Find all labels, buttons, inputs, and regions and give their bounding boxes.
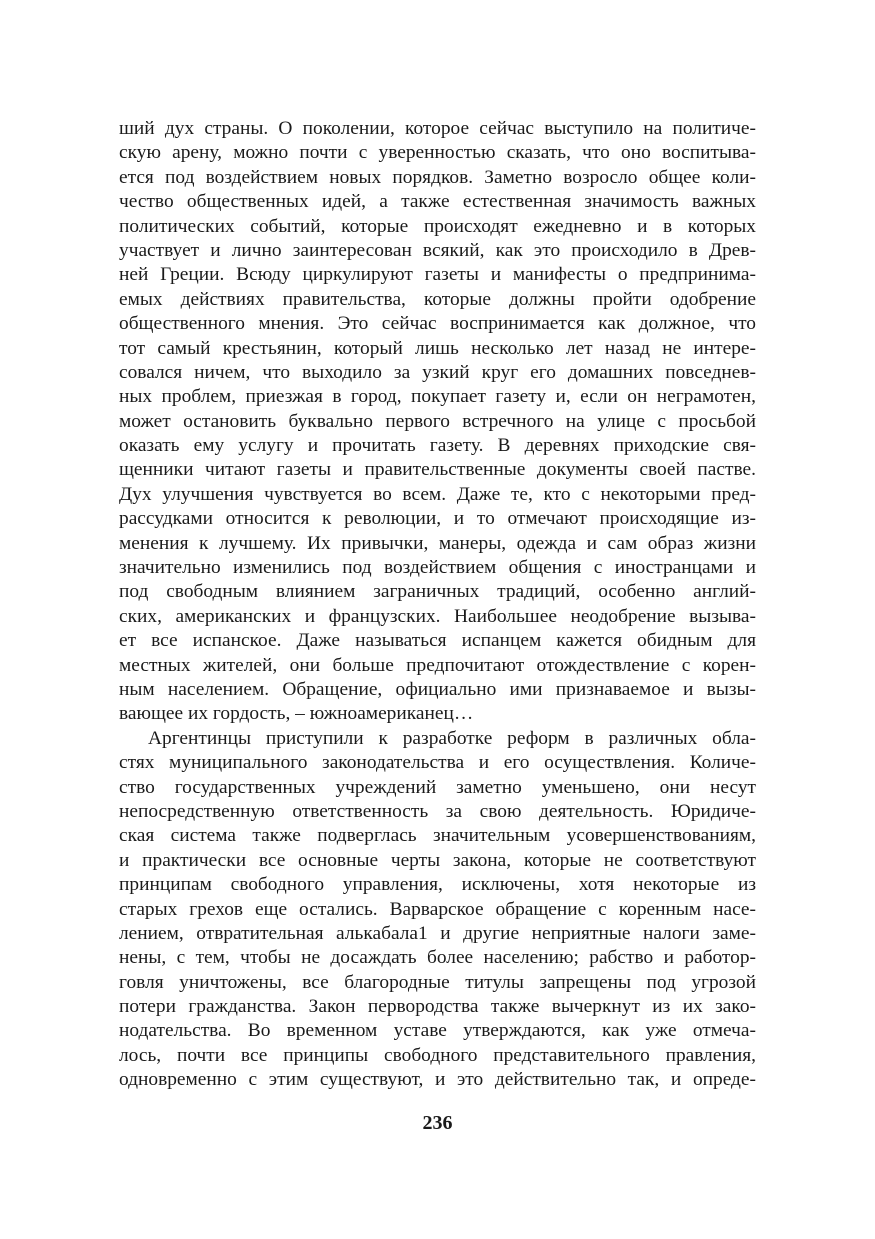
- text-line: ская система также подверглась значительным усовершенствованиям,: [119, 825, 756, 847]
- text-line: одновременно с этим существуют, и это действительно так, и опреде-: [119, 1069, 756, 1091]
- text-line: ется под воздействием новых порядков. Заметно возросло общее коли-: [119, 166, 756, 188]
- text-line: нены, с тем, чтобы не досаждать более населению; рабство и работор-: [119, 947, 756, 969]
- text-line: общественного мнения. Это сейчас воспринимается как должное, что: [119, 313, 756, 335]
- text-line: ным населением. Обращение, официально ими признаваемое и вызы-: [119, 678, 756, 700]
- text-line: непосредственную ответственность за свою деятельность. Юридиче-: [119, 800, 756, 822]
- text-line: емых действиях правительства, которые должны пройти одобрение: [119, 288, 756, 310]
- text-line: политических событий, которые происходят ежедневно и в которых: [119, 215, 756, 237]
- text-line: вающее их гордость, – южноамериканец…: [119, 703, 474, 725]
- text-line: нодательства. Во временном уставе утверждаются, как уже отмеча-: [119, 1020, 756, 1042]
- text-line: менения к лучшему. Их привычки, манеры, одежда и сам образ жизни: [119, 532, 756, 554]
- text-line: ных проблем, приезжая в город, покупает газету и, если он неграмотен,: [119, 386, 756, 408]
- text-line: под свободным влиянием заграничных традиций, особенно англий-: [119, 581, 756, 603]
- text-line: старых грехов еще остались. Варварское обращение с коренным насе-: [119, 898, 756, 920]
- text-line: чество общественных идей, а также естественная значимость важных: [119, 191, 756, 213]
- text-line: ет все испанское. Даже называться испанцем кажется обидным для: [119, 630, 756, 652]
- text-line: ских, американских и французских. Наибольшее неодобрение вызыва-: [119, 605, 756, 627]
- body-text: [119, 117, 756, 1093]
- text-line: лось, почти все принципы свободного представительного правления,: [119, 1044, 756, 1066]
- text-line: щенники читают газеты и правительственные документы своей пастве.: [119, 459, 756, 481]
- text-line: Дух улучшения чувствуется во всем. Даже те, кто с некоторыми пред-: [119, 483, 756, 505]
- text-line: ший дух страны. О поколении, которое сейчас выступило на политиче-: [119, 118, 756, 139]
- text-line: ство государственных учреждений заметно уменьшено, они несут: [119, 776, 756, 798]
- text-line: потери гражданства. Закон первородства также вычеркнут из их зако-: [119, 996, 756, 1018]
- text-line: местных жителей, они больше предпочитают отождествление с корен-: [119, 654, 756, 676]
- text-line: и практически все основные черты закона, которые не соответствуют: [119, 849, 756, 871]
- text-line: может остановить буквально первого встречного на улице с просьбой: [119, 410, 756, 432]
- text-line: совался ничем, что выходило за узкий круг его домашних повседнев-: [119, 361, 756, 383]
- text-line: стях муниципального законодательства и его осуществления. Количе-: [119, 752, 756, 774]
- text-line: Аргентинцы приступили к разработке реформ в различных обла-: [148, 727, 756, 749]
- paragraph: [119, 727, 756, 1093]
- text-line: тот самый крестьянин, который лишь несколько лет назад не интере-: [119, 337, 756, 359]
- text-line: принципам свободного управления, исключены, хотя некоторые из: [119, 874, 756, 896]
- text-line: ней Греции. Всюду циркулируют газеты и манифесты о предпринима-: [119, 264, 756, 286]
- text-line: говля уничтожены, все благородные титулы запрещены под угрозой: [119, 971, 756, 993]
- text-line: скую арену, можно почти с уверенностью сказать, что оно воспитыва-: [119, 142, 756, 164]
- text-line: значительно изменились под воздействием общения с иностранцами и: [119, 557, 756, 579]
- page-number: 236: [422, 1112, 453, 1134]
- text-line: лением, отвратительная алькабала1 и другие неприятные налоги заме-: [119, 922, 756, 944]
- text-line: оказать ему услугу и прочитать газету. В деревнях приходские свя-: [119, 435, 756, 457]
- text-line: участвует и лично заинтересован всякий, как это происходило в Древ-: [119, 239, 756, 261]
- text-line: рассудками относится к революции, и то отмечают происходящие из-: [119, 508, 756, 530]
- paragraph: [119, 117, 756, 727]
